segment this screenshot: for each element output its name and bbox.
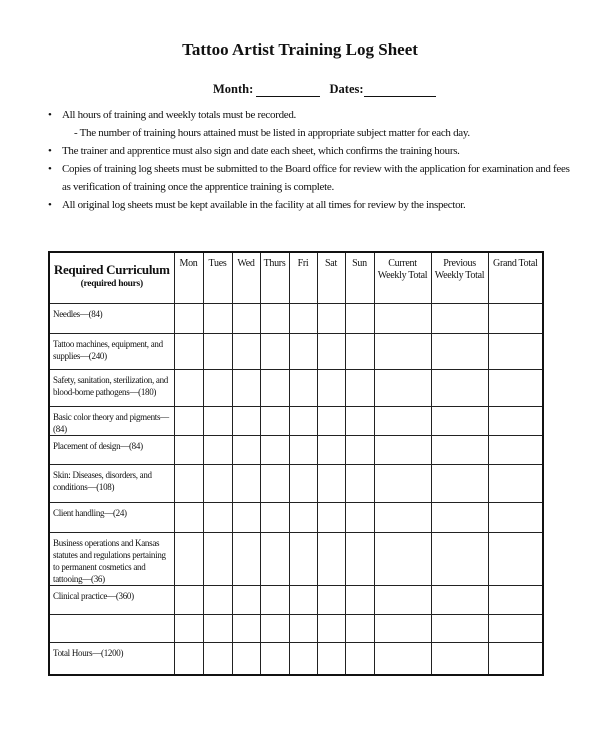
hours-cell[interactable]	[260, 435, 289, 464]
hours-cell[interactable]	[260, 369, 289, 406]
hours-cell[interactable]	[174, 303, 203, 333]
hours-cell[interactable]	[174, 464, 203, 502]
hours-cell[interactable]	[289, 642, 317, 675]
hours-cell[interactable]	[289, 585, 317, 614]
curriculum-label: Safety, sanitation, sterilization, and blood-borne pathogens—(180)	[49, 369, 174, 406]
instruction-item: • The trainer and apprentice must also sign and date each sheet, which confirms the training hours.	[48, 142, 573, 160]
hours-cell[interactable]	[203, 435, 232, 464]
hours-cell[interactable]	[431, 333, 488, 369]
hours-cell[interactable]	[317, 435, 345, 464]
hours-cell[interactable]	[345, 614, 374, 642]
curriculum-label: Needles—(84)	[49, 303, 174, 333]
hours-cell[interactable]	[345, 502, 374, 532]
column-header: Tues	[203, 252, 232, 303]
table-row	[49, 614, 543, 642]
instructions-list	[48, 106, 573, 214]
hours-cell[interactable]	[345, 585, 374, 614]
month-dates-fields	[213, 82, 436, 97]
instruction-item: • All hours of training and weekly totals must be recorded.	[48, 106, 573, 124]
page-title: Tattoo Artist Training Log Sheet	[182, 40, 418, 59]
hours-cell[interactable]	[317, 502, 345, 532]
curriculum-label: Tattoo machines, equipment, and supplies—(240)	[49, 333, 174, 369]
table-row	[49, 333, 543, 369]
hours-cell[interactable]	[374, 303, 431, 333]
hours-cell[interactable]	[345, 532, 374, 585]
hours-cell[interactable]	[345, 333, 374, 369]
column-header: Current Weekly Total	[374, 252, 431, 303]
hours-cell[interactable]	[317, 532, 345, 585]
hours-cell[interactable]	[317, 369, 345, 406]
hours-cell[interactable]	[232, 303, 260, 333]
hours-cell[interactable]	[260, 642, 289, 675]
hours-cell[interactable]	[203, 303, 232, 333]
hours-cell[interactable]	[431, 303, 488, 333]
hours-cell[interactable]	[174, 333, 203, 369]
hours-cell[interactable]	[431, 435, 488, 464]
hours-cell[interactable]	[232, 333, 260, 369]
column-header: Mon	[174, 252, 203, 303]
hours-cell[interactable]	[232, 532, 260, 585]
hours-cell[interactable]	[174, 532, 203, 585]
hours-cell[interactable]	[203, 614, 232, 642]
hours-cell[interactable]	[431, 614, 488, 642]
curriculum-label: Placement of design—(84)	[49, 435, 174, 464]
hours-cell[interactable]	[374, 532, 431, 585]
table-row	[49, 532, 543, 585]
hours-cell[interactable]	[232, 435, 260, 464]
table-row	[49, 369, 543, 406]
curriculum-label	[49, 614, 174, 642]
hours-cell[interactable]	[431, 406, 488, 435]
hours-cell[interactable]	[317, 642, 345, 675]
hours-cell[interactable]	[289, 369, 317, 406]
hours-cell[interactable]	[374, 614, 431, 642]
hours-cell[interactable]	[203, 406, 232, 435]
hours-cell[interactable]	[232, 464, 260, 502]
column-header: Previous Weekly Total	[431, 252, 488, 303]
hours-cell[interactable]	[488, 585, 543, 614]
hours-cell[interactable]	[289, 532, 317, 585]
hours-cell[interactable]	[232, 502, 260, 532]
hours-cell[interactable]	[174, 585, 203, 614]
curriculum-label: Skin: Diseases, disorders, and conditions—(108)	[49, 464, 174, 502]
hours-cell[interactable]	[317, 614, 345, 642]
column-header: Thurs	[260, 252, 289, 303]
hours-cell[interactable]	[174, 502, 203, 532]
required-curriculum-header: Required Curriculum (required hours)	[49, 252, 174, 303]
hours-cell[interactable]	[232, 614, 260, 642]
hours-cell[interactable]	[488, 642, 543, 675]
instruction-item: • All original log sheets must be kept available in the facility at all times for review by the inspector.	[48, 196, 573, 214]
column-header: Fri	[289, 252, 317, 303]
curriculum-label: Basic color theory and pigments—(84)	[49, 406, 174, 435]
curriculum-label: Business operations and Kansas statutes and regulations pertaining to permanent cosmetics and tattooing—(36)	[49, 532, 174, 585]
table-row	[49, 585, 543, 614]
curriculum-label: Clinical practice—(360)	[49, 585, 174, 614]
column-header: Grand Total	[488, 252, 543, 303]
hours-cell[interactable]	[232, 585, 260, 614]
hours-cell[interactable]	[232, 369, 260, 406]
hours-cell[interactable]	[203, 369, 232, 406]
table-row	[49, 303, 543, 333]
hours-cell[interactable]	[174, 406, 203, 435]
hours-cell[interactable]	[431, 585, 488, 614]
hours-cell[interactable]	[431, 642, 488, 675]
hours-cell[interactable]	[317, 406, 345, 435]
hours-cell[interactable]	[345, 464, 374, 502]
hours-cell[interactable]	[174, 435, 203, 464]
hours-cell[interactable]	[203, 585, 232, 614]
hours-cell[interactable]	[203, 333, 232, 369]
hours-cell[interactable]	[260, 406, 289, 435]
table-row	[49, 502, 543, 532]
hours-cell[interactable]	[203, 532, 232, 585]
training-log-table	[48, 251, 544, 676]
dates-field[interactable]	[364, 84, 436, 97]
hours-cell[interactable]	[232, 642, 260, 675]
column-header: Wed	[232, 252, 260, 303]
instruction-item: • Copies of training log sheets must be submitted to the Board office for review with the application for examination and fees as verification of training once the apprentice training is complete.	[48, 160, 573, 196]
hours-cell[interactable]	[174, 614, 203, 642]
column-header: Sat	[317, 252, 345, 303]
hours-cell[interactable]	[345, 435, 374, 464]
hours-cell[interactable]	[488, 406, 543, 435]
hours-cell[interactable]	[289, 464, 317, 502]
hours-cell[interactable]	[345, 369, 374, 406]
curriculum-label: Client handling—(24)	[49, 502, 174, 532]
hours-cell[interactable]	[260, 303, 289, 333]
hours-cell[interactable]	[289, 435, 317, 464]
hours-cell[interactable]	[174, 369, 203, 406]
curriculum-label: Total Hours—(1200)	[49, 642, 174, 675]
hours-cell[interactable]	[260, 502, 289, 532]
hours-cell[interactable]	[289, 502, 317, 532]
hours-cell[interactable]	[260, 585, 289, 614]
hours-cell[interactable]	[345, 642, 374, 675]
hours-cell[interactable]	[374, 369, 431, 406]
hours-cell[interactable]	[488, 464, 543, 502]
hours-cell[interactable]	[374, 333, 431, 369]
hours-cell[interactable]	[431, 369, 488, 406]
hours-cell[interactable]	[260, 464, 289, 502]
dates-label: Dates:	[329, 82, 364, 96]
hours-cell[interactable]	[260, 532, 289, 585]
hours-cell[interactable]	[374, 435, 431, 464]
hours-cell[interactable]	[174, 642, 203, 675]
hours-cell[interactable]	[203, 464, 232, 502]
hours-cell[interactable]	[374, 642, 431, 675]
hours-cell[interactable]	[488, 532, 543, 585]
hours-cell[interactable]	[488, 614, 543, 642]
hours-cell[interactable]	[289, 406, 317, 435]
hours-cell[interactable]	[345, 303, 374, 333]
hours-cell[interactable]	[260, 333, 289, 369]
hours-cell[interactable]	[232, 406, 260, 435]
column-header: Sun	[345, 252, 374, 303]
hours-cell[interactable]	[488, 435, 543, 464]
table-row	[49, 406, 543, 435]
hours-cell[interactable]	[488, 369, 543, 406]
month-label: Month:	[213, 82, 254, 96]
hours-cell[interactable]	[374, 502, 431, 532]
hours-cell[interactable]	[431, 464, 488, 502]
table-row	[49, 642, 543, 675]
hours-cell[interactable]	[317, 464, 345, 502]
hours-cell[interactable]	[203, 642, 232, 675]
hours-cell[interactable]	[317, 585, 345, 614]
month-field[interactable]	[256, 84, 320, 97]
hours-cell[interactable]	[488, 333, 543, 369]
hours-cell[interactable]	[317, 303, 345, 333]
hours-cell[interactable]	[374, 406, 431, 435]
hours-cell[interactable]	[289, 333, 317, 369]
hours-cell[interactable]	[289, 303, 317, 333]
hours-cell[interactable]	[260, 614, 289, 642]
instruction-subitem: - The number of training hours attained must be listed in appropriate subject matter for each day.	[74, 127, 470, 139]
hours-cell[interactable]	[203, 502, 232, 532]
hours-cell[interactable]	[374, 464, 431, 502]
table-row	[49, 464, 543, 502]
hours-cell[interactable]	[431, 532, 488, 585]
hours-cell[interactable]	[317, 333, 345, 369]
hours-cell[interactable]	[289, 614, 317, 642]
hours-cell[interactable]	[374, 585, 431, 614]
table-row	[49, 435, 543, 464]
hours-cell[interactable]	[345, 406, 374, 435]
hours-cell[interactable]	[488, 303, 543, 333]
hours-cell[interactable]	[488, 502, 543, 532]
hours-cell[interactable]	[431, 502, 488, 532]
